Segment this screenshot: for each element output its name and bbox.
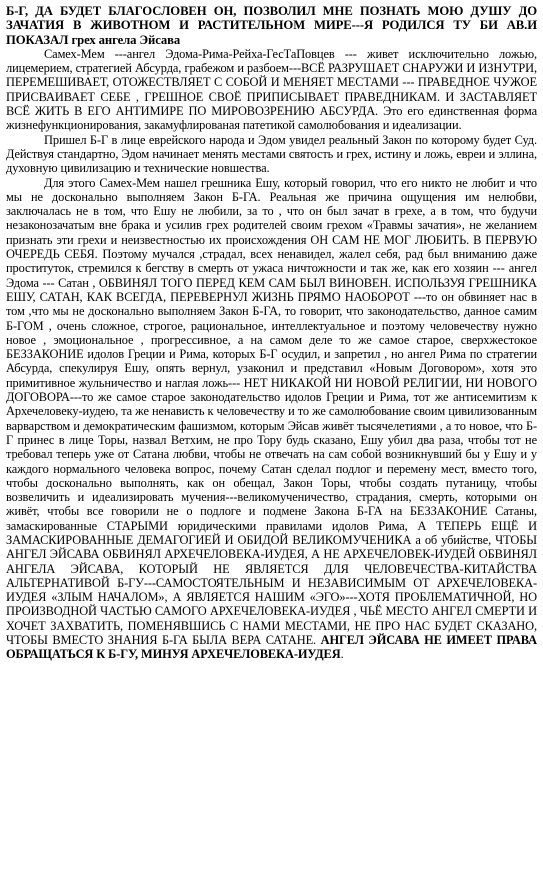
paragraph-3-text: Для этого Самех-Мем нашел грешника Ешу, который говорил, что его никто не любит и что мы не досконально выполняем Закон Б-ГА. Реальная же причина ощущения им нелюбви, заключалась не в том, что Ешу не любили, за то , что он был зачат в грехе, а в том, что будучи незаконозачатым вне брака и усилив грех родителей своим грехом «Травмы зачатия», не желанием признать эти грехи и неизвестностью их происхождения ОН САМ НЕ МОГ ЛЮБИТЬ. В ПЕРВУЮ ОЧЕРЕДЬ СЕБЯ. Поэтому мучался ,страдал, всех ненавидел, жалел себя, рад был вниманию даже проституток, стремился к бегству в смерть от ужаса ничтожности и так же, как его хозяин --- ангел Эдома --- Сатан , ОБВИНЯЛ ТОГО ПЕРЕД КЕМ САМ БЫЛ ВИНОВЕН. ИСПОЛЬЗУЯ ГРЕШНИКА ЕШУ, САТАН, КАК ВСЕГДА, ПЕРЕВЕРНУЛ ЖИЗНЬ ПРЯМО НАОБОРОТ ---то он обвиняет нас в том ,что мы не досконально выполняем Закон Б-ГА, то говорит, что законодательство, данное самим Б-ГОМ , очень сложное, строгое, рациональное, интеллектуальное и поэтому человечеству нужно новое , эмоциональное , прогрессивное, а на самом деле то же самое старое, сверхжестокое БЕЗЗАКОНИЕ идолов Греции и Рима, которых Б-Г осудил, и запретил , но ангел Рима по стратегии Абсурда, спекулируя Ешу, опять вернул, узаконил и представил «Новым Договором», хотя это примитивное жульничество и наглая ложь--- НЕТ НИКАКОЙ НИ НОВОЙ РЕЛИГИИ, НИ НОВОГО ДОГОВОРА---то же самое старое законодательство идолов Греции и Рима, тот же антисемитизм к Архечеловеку-иудею, та же ненависть к человечеству и то же самолюбование своим цивилизованным варварством и демократическим фашизмом, которым Эйсав живёт тысячелетиями , а то новое, что Б-Г принес в лице Торы, назвал Ветхим, не про Тору будь сказано, Ешу убил два раза, чтобы тот не требовал теперь уже от Сатана любви, чтобы не отвечать на сам собой возникнувший бы у Ешу и у каждого нормального человека вопрос, почему Сатан сделал подлог и перемену мест, вместо того, чтобы досконально выполнять, как он обещал, Закон Торы, чтобы создать путаницу, чтобы возвеличить и идеализировать мучения---великомученичество, страдания, смерть, которыми он живёт, чтобы все говорили не о подлоге и подмене Закона Б-ГА на БЕЗЗАКОНИЕ Сатаны, замаскированные СТАРЫМИ юридическими правилами идолов Рима, А ТЕПЕРЬ ЕЩЁ И ЗАМАСКИРОВАННЫЕ ДЕМАГОГИЕЙ И ОБИДОЙ ВЕЛИКОМУЧЕНИКА а об убийстве, ЧТОБЫ АНГЕЛ ЭЙСАВА ОБВИНЯЛ АРХЕЧЕЛОВЕКА-ИУДЕЯ, А НЕ АРХЕЧЕЛОВЕК-ИУДЕЙ ОБВИНЯЛ АНГЕЛА ЭЙСАВА, КОТОРЫЙ НЕ ЯВЛЯЕТСЯ ДЛЯ ЧЕЛОВЕЧЕСТВА-КИТАЙСТВА АЛЬТЕРНАТИВОЙ Б-ГУ---САМОСТОЯТЕЛЬНЫМ И НЕЗАВИСИМЫМ ОТ АРХЕЧЕЛОВЕКА-ИУДЕЯ «ЗЛЫМ НАЧАЛОМ», А ЯВЛЯЕТСЯ НАШИМ «ЭГО»---ХОТЯ ПРОБЛЕМАТИЧНОЙ, НО ПРОИЗВОДНОЙ ЧАСТЬЮ САМОГО АРХЕЧЕЛОВЕКА-ИУДЕЯ , ЧЬЁ МЕСТО АНГЕЛ СМЕРТИ И ХОЧЕТ ЗАХВАТИТЬ, ПОМЕНЯВШИСЬ С НАМИ МЕСТАМИ, НЕ ПРО НАС БУДЕТ СКАЗАНО, ЧТОБЫ ВМЕСТО ЗНАНИЯ Б-ГА БЫЛА ВЕРА САТАНЕ. [6, 175, 537, 648]
closing-period: . [340, 647, 344, 662]
paragraph-2: Пришел Б-Г в лице еврейского народа и Эдом увидел реальный Закон по которому будет Суд. Действуя стандартно, Эдом начинает менять местами святость и грех, истину и ложь, евреи и эллина, духовную цивилизацию и технические новшества. [6, 132, 537, 176]
document-title: Б-Г, ДА БУДЕТ БЛАГОСЛОВЕН ОН, ПОЗВОЛИЛ МНЕ ПОЗНАТЬ МОЮ ДУШУ ДО ЗАЧАТИЯ В ЖИВОТНОМ И РАСТИТЕЛЬНОМ МИРЕ---Я РОДИЛСЯ ТУ БИ АВ.И ПОКАЗАЛ грех ангела Эйсава [6, 4, 537, 47]
closing-bold-statement: АНГЕЛ ЭЙСАВА НЕ ИМЕЕТ ПРАВА ОБРАЩАТЬСЯ К Б-ГУ, МИНУЯ АРХЕЧЕЛОВЕКА-ИУДЕЯ [6, 633, 538, 662]
paragraph-1: Самех-Мем ---ангел Эдома-Рима-Рейха-ГесТаПовцев --- живет исключительно ложью, лицемерием, стратегией Абсурда, грабежом и разбоем---ВСЁ РАЗРУШАЕТ СНАРУЖИ И ИЗНУТРИ, ПЕРЕМЕШИВАЕТ, ОТОЖЕСТВЛЯЕТ С СОБОЙ И МЕНЯЕТ МЕСТАМИ --- ПРАВЕДНОЕ ЧУЖОЕ ПРИСВАИВАЕТ СЕБЕ , ГРЕШНОЕ СВОЁ ПРИПИСЫВАЕТ ПРАВЕДНИКАМ. И ЗАСТАВЛЯЕТ ВСЁ ЖИТЬ В ЕГО АНТИМИРЕ ПО МИРОВОЗРЕНИЮ АБСУРДА. Это его единственная форма жизнефункционирования, закамуфлированая патетикой самолюбования и идеализации. [6, 46, 537, 133]
document-page [6, 4, 537, 662]
paragraph-3 [6, 176, 537, 662]
